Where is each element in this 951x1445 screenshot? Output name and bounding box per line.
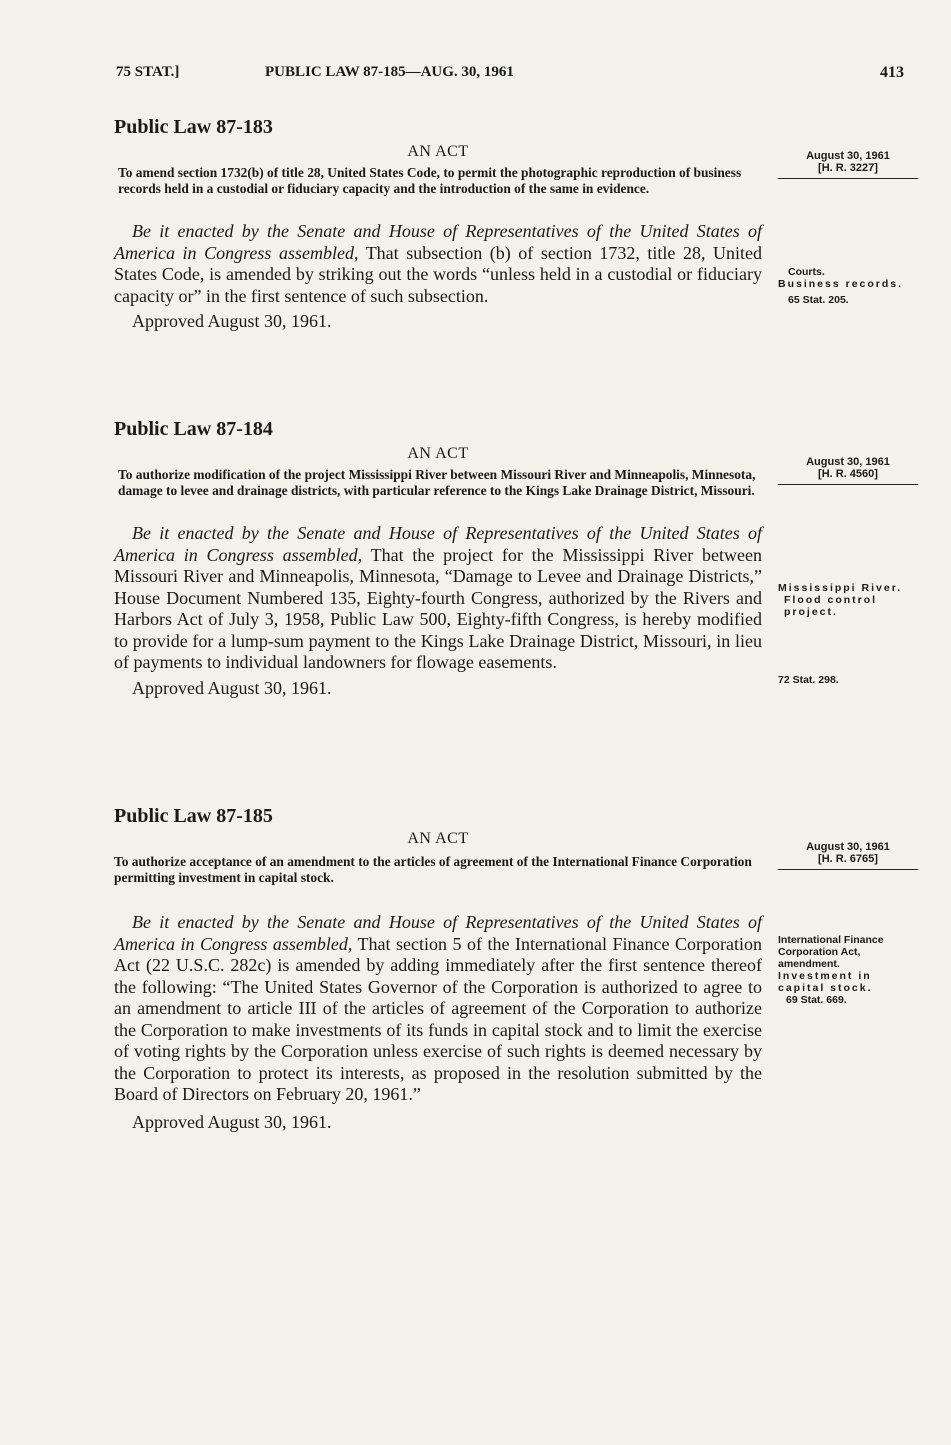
act-body: That the project for the Mississippi River between Missouri River and Minneapolis, Minnesota, “Damage to Levee and Drainage Districts,” House Document Numbered 135, Eighty-fourth Congress, authorized by the Rivers and Harbors Act of July 3, 1958, Public Law 500, Eighty-fifth Congress, is hereby modified to provide for a lump-sum payment to the Kings Lake Drainage District, Missouri, in lieu of payments to individual landowners for flowage easements. — [114, 544, 762, 672]
margin-topics-87-184 — [778, 582, 918, 686]
margin-bill-number: [H. R. 6765] — [818, 853, 878, 865]
margin-note-87-184 — [778, 456, 918, 485]
act-purpose: To authorize modification of the project Mississippi River between Missouri River and Minneapolis, Minnesota, damage to levee and drainage districts, with particular reference to the Kings Lake Drainage District, Missouri. — [118, 467, 756, 498]
approval-date: Approved August 30, 1961. — [132, 677, 332, 698]
margin-rule — [778, 869, 918, 870]
volume-reference: 75 STAT.] — [116, 64, 180, 80]
margin-topic: Flood control project. — [784, 594, 878, 618]
enacting-formula: Be it enacted by the Senate and House of Representatives of the United States of America in Congress assembled, — [114, 523, 762, 565]
law-title: Public Law 87-184 — [114, 418, 273, 440]
enacting-clause — [114, 523, 762, 674]
an-act-heading: AN ACT — [407, 830, 469, 847]
margin-note-87-183 — [778, 150, 918, 179]
margin-stat-reference: 65 Stat. 205. — [788, 294, 849, 306]
act-body: That section 5 of the International Finance Corporation Act (22 U.S.C. 282c) is amended by adding immediately after the first sentence thereof the following: “The United States Governor of the Corporation is authorized to agree to an amendment to article III of the articles of agreement of the Corporation to authorize the Corporation to make investments of its funds in capital stock and to limit the exercise of voting rights by the Corporation unless exercise of such rights is deemed necessary by the Corporation to protect its interests, as proposed in the resolution submitted by the Board of Directors on February 20, 1961.” — [114, 933, 762, 1104]
margin-date: August 30, 1961 — [806, 456, 890, 468]
law-title: Public Law 87-185 — [114, 805, 273, 827]
margin-topic: Courts. — [788, 266, 825, 278]
margin-topics-87-185 — [778, 934, 918, 1006]
enacting-formula: Be it enacted by the Senate and House of Representatives of the United States of America in Congress assembled, — [114, 912, 762, 954]
law-title: Public Law 87-183 — [114, 116, 273, 138]
law-section-87-184 — [114, 418, 762, 699]
margin-rule — [778, 484, 918, 485]
margin-stat-reference: 72 Stat. 298. — [778, 674, 839, 686]
margin-date: August 30, 1961 — [806, 150, 890, 162]
margin-note-87-185 — [778, 841, 918, 870]
margin-rule — [778, 178, 918, 179]
an-act-heading: AN ACT — [407, 445, 469, 462]
margin-bill-number: [H. R. 3227] — [818, 162, 878, 174]
approval-date: Approved August 30, 1961. — [132, 1111, 332, 1132]
margin-topic: International Finance Corporation Act, amendment. — [778, 934, 884, 970]
margin-stat-reference: 69 Stat. 669. — [786, 994, 847, 1006]
act-body: That subsection (b) of section 1732, title 28, United States Code, is amended by striking out the words “unless held in a custodial or fiduciary capacity or” in the first sentence of such subsection. — [114, 242, 763, 306]
law-section-87-185 — [114, 805, 762, 1133]
enacting-formula: Be it enacted by the Senate and House of Representatives of the United States of America in Congress assembled, — [114, 221, 762, 263]
margin-topic: Business records. — [778, 278, 904, 290]
margin-topic: Investment in capital stock. — [778, 970, 873, 994]
an-act-heading: AN ACT — [407, 143, 469, 160]
page-number: 413 — [880, 64, 904, 81]
margin-topics-87-183 — [778, 266, 918, 306]
act-purpose: To authorize acceptance of an amendment to the articles of agreement of the International Finance Corporation permitting investment in capital stock. — [114, 854, 752, 885]
act-purpose: To amend section 1732(b) of title 28, United States Code, to permit the photographic reproduction of business records held in a custodial or fiduciary capacity and the introduction of the same in evidence. — [118, 165, 742, 196]
margin-topic: Mississippi River. — [778, 582, 903, 594]
margin-date: August 30, 1961 — [806, 841, 890, 853]
approval-date: Approved August 30, 1961. — [132, 311, 332, 331]
enacting-clause — [114, 912, 762, 1106]
margin-bill-number: [H. R. 4560] — [818, 468, 878, 480]
law-section-87-183 — [114, 116, 762, 332]
running-title: PUBLIC LAW 87-185—AUG. 30, 1961 — [265, 64, 514, 80]
enacting-clause — [114, 221, 762, 307]
